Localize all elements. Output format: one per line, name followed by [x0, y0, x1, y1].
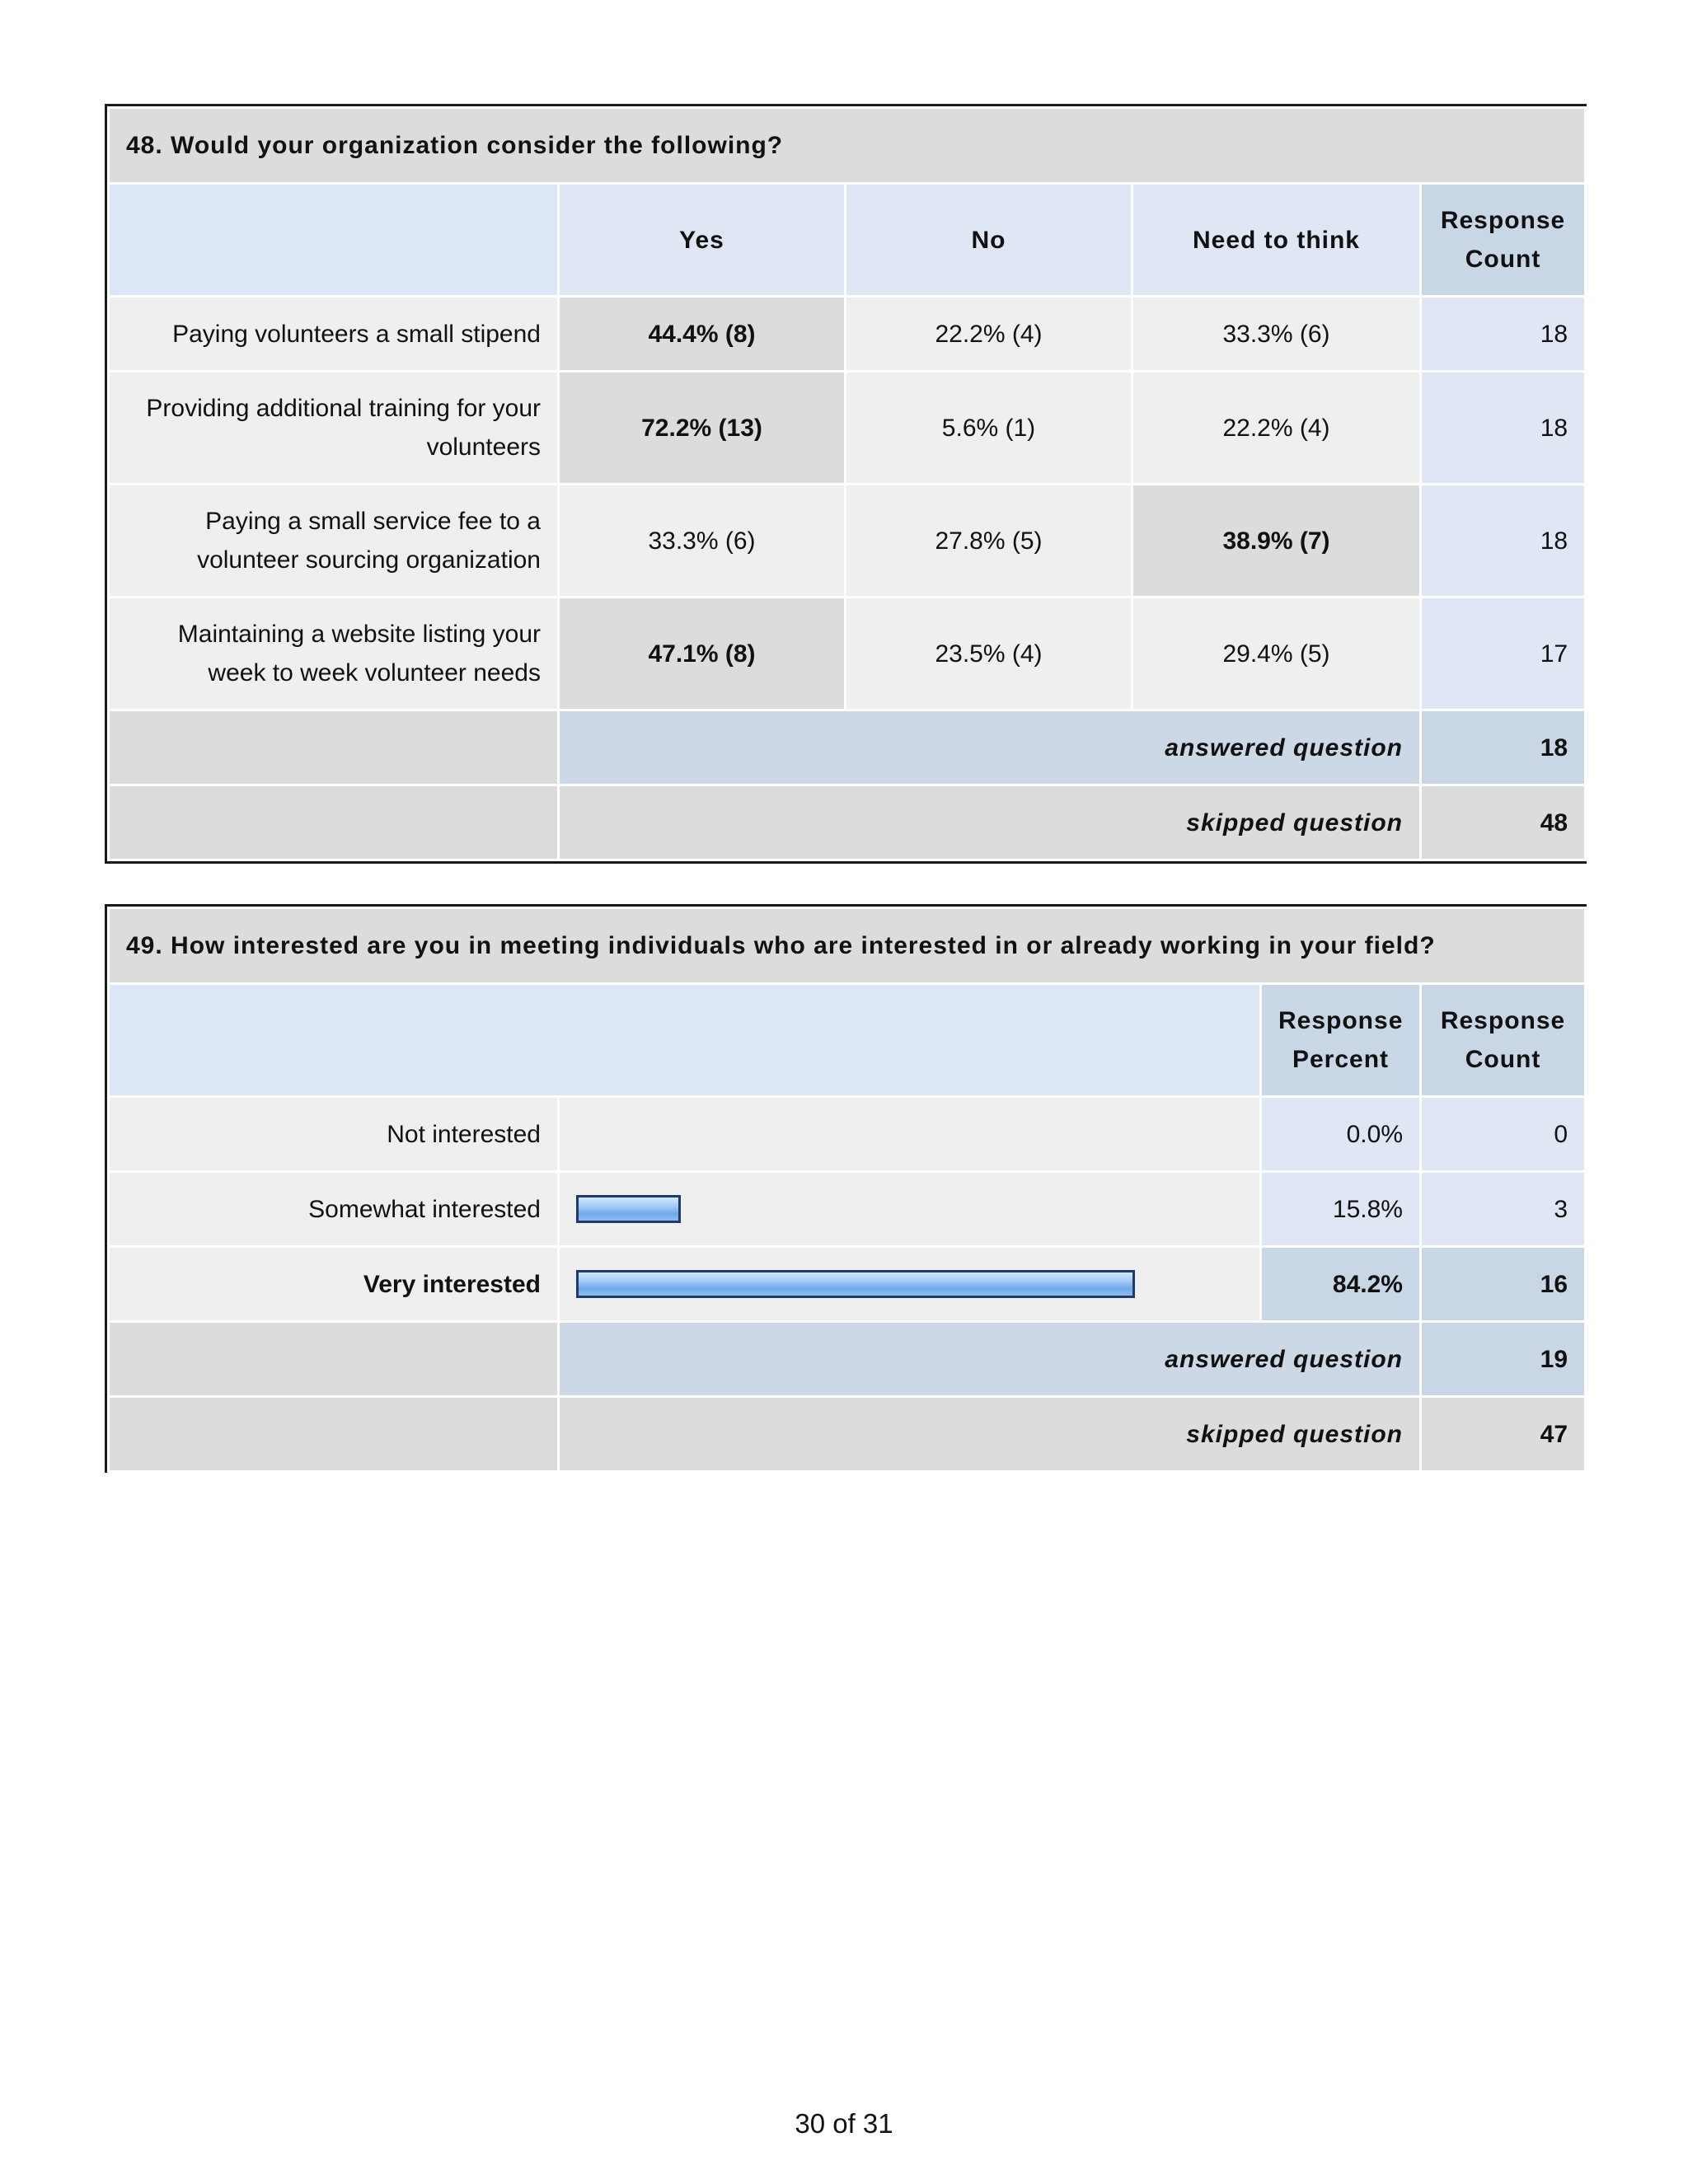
bar-cell	[559, 1172, 1261, 1247]
response-count-cell: 0	[1421, 1097, 1586, 1172]
response-count-cell: 18	[1421, 485, 1586, 598]
skipped-question-label: skipped question	[559, 1397, 1421, 1472]
row-label: Maintaining a website listing your week to week volunteer needs	[109, 598, 559, 710]
answered-question-count: 19	[1421, 1322, 1586, 1397]
response-count-cell: 18	[1421, 297, 1586, 372]
table-row	[109, 598, 1586, 710]
yes-cell: 33.3% (6)	[559, 485, 846, 598]
table-row	[109, 1247, 1586, 1322]
response-count-cell: 17	[1421, 598, 1586, 710]
need-to-think-cell: 33.3% (6)	[1132, 297, 1421, 372]
footer-blank	[109, 1322, 559, 1397]
q49-title: 49. How interested are you in meeting individuals who are interested in or already working in your field?	[109, 908, 1586, 984]
no-cell: 23.5% (4)	[846, 598, 1132, 710]
no-cell: 22.2% (4)	[846, 297, 1132, 372]
q49-grid	[107, 907, 1587, 1473]
skipped-question-count: 48	[1421, 785, 1586, 860]
response-count-cell: 3	[1421, 1172, 1586, 1247]
q48-header-blank	[109, 184, 559, 297]
yes-cell: 72.2% (13)	[559, 372, 846, 485]
response-count-cell: 16	[1421, 1247, 1586, 1322]
percent-bar	[576, 1195, 681, 1223]
q48-grid	[107, 106, 1587, 861]
need-to-think-cell: 22.2% (4)	[1132, 372, 1421, 485]
answered-row	[109, 710, 1586, 785]
response-count-cell: 18	[1421, 372, 1586, 485]
percent-bar	[576, 1270, 1135, 1298]
table-row	[109, 485, 1586, 598]
bar-cell	[559, 1097, 1261, 1172]
footer-blank	[109, 1397, 559, 1472]
q48-header-yes: Yes	[559, 184, 846, 297]
q49-header-response-count: Response Count	[1421, 984, 1586, 1097]
bar-track	[576, 1120, 1240, 1148]
q48-header-response-count: Response Count	[1421, 184, 1586, 297]
row-label: Paying volunteers a small stipend	[109, 297, 559, 372]
yes-cell: 44.4% (8)	[559, 297, 846, 372]
response-percent-cell: 84.2%	[1261, 1247, 1421, 1322]
answered-question-label: answered question	[559, 710, 1421, 785]
table-row	[109, 372, 1586, 485]
q49-header-response-percent: Response Percent	[1261, 984, 1421, 1097]
page-number: 30 of 31	[795, 2108, 893, 2139]
skipped-row	[109, 785, 1586, 860]
need-to-think-cell: 38.9% (7)	[1132, 485, 1421, 598]
question-48-table	[105, 104, 1587, 864]
answered-row	[109, 1322, 1586, 1397]
table-row	[109, 1172, 1586, 1247]
skipped-question-count: 47	[1421, 1397, 1586, 1472]
answered-question-count: 18	[1421, 710, 1586, 785]
row-label: Somewhat interested	[109, 1172, 559, 1247]
need-to-think-cell: 29.4% (5)	[1132, 598, 1421, 710]
response-percent-cell: 15.8%	[1261, 1172, 1421, 1247]
bar-cell	[559, 1247, 1261, 1322]
q48-header-need-to-think: Need to think	[1132, 184, 1421, 297]
answered-question-label: answered question	[559, 1322, 1421, 1397]
no-cell: 5.6% (1)	[846, 372, 1132, 485]
bar-track	[576, 1195, 1240, 1223]
q48-title: 48. Would your organization consider the following?	[109, 108, 1586, 184]
row-label: Providing additional training for your volunteers	[109, 372, 559, 485]
bar-track	[576, 1270, 1240, 1298]
response-percent-cell: 0.0%	[1261, 1097, 1421, 1172]
footer-blank	[109, 785, 559, 860]
q49-header-blank	[109, 984, 1261, 1097]
yes-cell: 47.1% (8)	[559, 598, 846, 710]
table-row	[109, 1097, 1586, 1172]
skipped-question-label: skipped question	[559, 785, 1421, 860]
footer-blank	[109, 710, 559, 785]
row-label: Very interested	[109, 1247, 559, 1322]
skipped-row	[109, 1397, 1586, 1472]
q48-header-no: No	[846, 184, 1132, 297]
row-label: Paying a small service fee to a volunteer sourcing organization	[109, 485, 559, 598]
question-49-table	[105, 904, 1587, 1473]
row-label: Not interested	[109, 1097, 559, 1172]
no-cell: 27.8% (5)	[846, 485, 1132, 598]
table-row	[109, 297, 1586, 372]
